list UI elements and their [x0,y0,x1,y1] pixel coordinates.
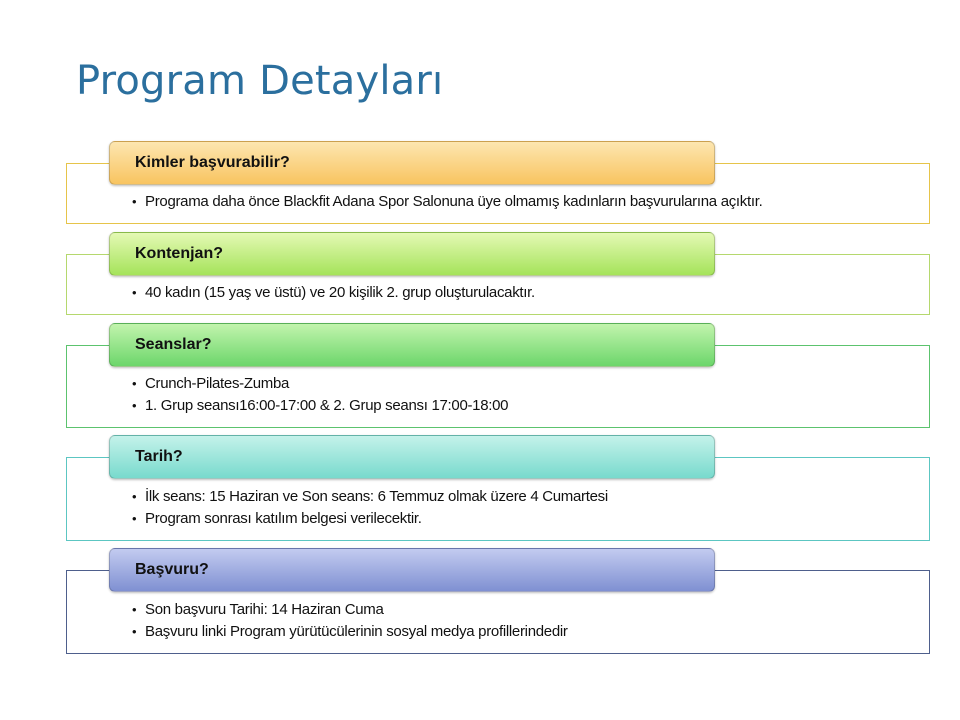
bullet-list-sessions [132,373,508,417]
bullet-dot: • [132,376,137,391]
list-item [132,486,608,508]
list-item [132,282,535,304]
list-item [132,191,762,213]
bullet-text: Başvuru linki Program yürütücülerinin sosyal medya profillerindedir [145,623,568,640]
bullet-dot: • [132,602,137,617]
list-item [132,395,508,417]
bullet-text: Programa daha önce Blackfit Adana Spor Salonuna üye olmamış kadınların başvurularına açıktır. [145,193,763,210]
bullet-list-quota [132,282,535,304]
bullet-list-eligibility [132,191,762,213]
bullet-list-dates [132,486,608,530]
section-heading-quota: Kontenjan? [109,232,715,276]
list-item [132,599,568,621]
list-item [132,508,608,530]
bullet-dot: • [132,194,137,209]
bullet-dot: • [132,489,137,504]
bullet-text: Crunch-Pilates-Zumba [145,375,290,392]
bullet-text: 1. Grup seansı16:00-17:00 & 2. Grup seansı 17:00-18:00 [145,397,509,414]
section-heading-application: Başvuru? [109,548,715,592]
bullet-text: Program sonrası katılım belgesi verilecektir. [145,510,422,527]
section-heading-eligibility: Kimler başvurabilir? [109,141,715,185]
page-title: Program Detayları [76,58,444,104]
bullet-text: İlk seans: 15 Haziran ve Son seans: 6 Temmuz olmak üzere 4 Cumartesi [145,488,608,505]
bullet-dot: • [132,398,137,413]
bullet-dot: • [132,285,137,300]
bullet-text: Son başvuru Tarihi: 14 Haziran Cuma [145,601,384,618]
bullet-dot: • [132,511,137,526]
bullet-dot: • [132,624,137,639]
list-item [132,621,568,643]
section-heading-sessions: Seanslar? [109,323,715,367]
section-heading-dates: Tarih? [109,435,715,479]
bullet-text: 40 kadın (15 yaş ve üstü) ve 20 kişilik 2. grup oluşturulacaktır. [145,284,535,301]
list-item [132,373,508,395]
bullet-list-application [132,599,568,643]
